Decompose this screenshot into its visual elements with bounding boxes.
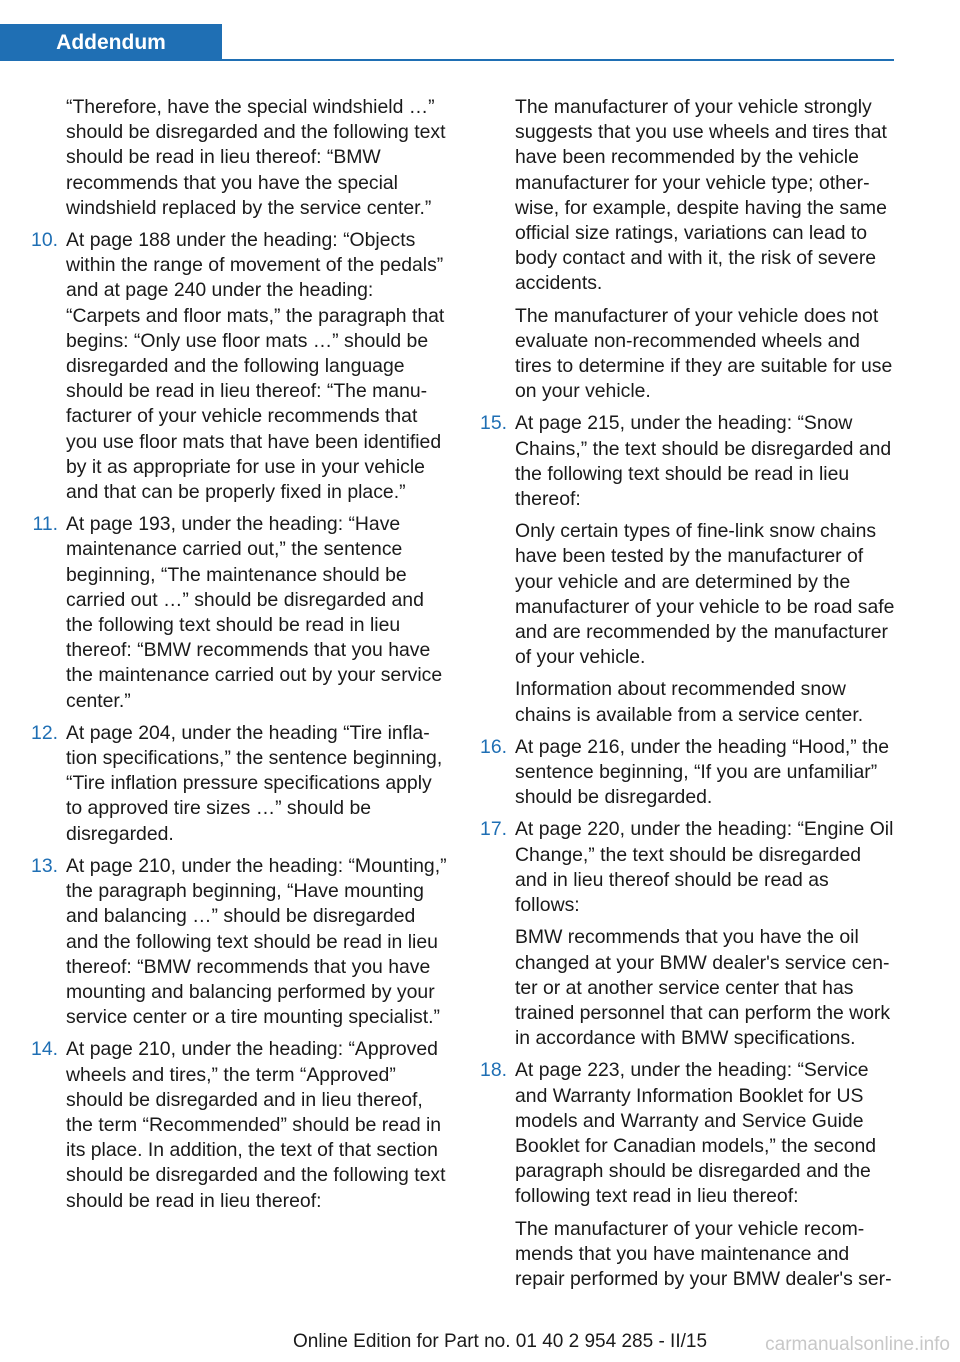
list-item-18 (467, 1058, 897, 1209)
item-text: At page 204, under the heading “Tire inflation specifications,” the sentence beginning, “Tire inflation pressure specifications apply to approved tire sizes …” should be disregarded. (66, 721, 443, 845)
item-number: 18. (480, 1059, 507, 1082)
item-number: 17. (480, 818, 507, 841)
item-text: At page 223, under the heading: “Service and Warranty Information Booklet for US models and Warranty and Service Guide Booklet for Canadian models,” the second paragraph should be disregarded and the following text read in lieu thereof: (515, 1059, 877, 1208)
footer-edition-text: Online Edition for Part no. 01 40 2 954 285 - II/15 (292, 1331, 708, 1352)
item-text: At page 193, under the heading: “Have maintenance carried out,” the sentence beginning, “The maintenance should be carried out …” should be disregarded and the following text should be read in lieu thereof: “BMW recommends that you have the maintenance carried out by your service center.” (66, 513, 443, 712)
list-item-11 (18, 512, 448, 714)
item-text: At page 210, under the heading: “Mounting,” the paragraph beginning, “Have mounting and balancing …” should be disregarded and the following text should be read in lieu thereof: “BMW recommends that you have mounting and balancing performed by your service center or a tire mounting specialist.” (66, 854, 447, 1029)
list-item-14 (18, 1037, 448, 1213)
watermark: carmanualsonline.info (765, 1334, 950, 1355)
sub-paragraph: Information about recommended snow chains is available from a service center. (515, 678, 864, 726)
item-number: 15. (480, 412, 507, 435)
item-number: 14. (31, 1038, 58, 1061)
list-item-17 (467, 817, 897, 918)
item-number: 16. (480, 735, 507, 758)
item-text: At page 210, under the heading: “Approved wheels and tires,” the term “Approved” should be disregarded and in lieu thereof, the term “Recommended” should be read in its place. In addition, the text of that section should be disregarded and the following text should be read in lieu thereof: (66, 1038, 446, 1212)
left-column (18, 95, 448, 1221)
item-text: At page 216, under the heading “Hood,” the sentence beginning, “If you are unfamiliar” should be disregarded. (515, 735, 890, 809)
item-number: 11. (32, 513, 58, 536)
continuation-paragraph: The manufacturer of your vehicle does not evaluate non-recommended wheels and tires to determine if they are suitable for use on your vehicle. (515, 304, 893, 403)
list-item-10 (18, 228, 448, 505)
item-text: At page 220, under the heading: “Engine Oil Change,” the text should be disregarded and in lieu thereof should be read as follows: (515, 818, 894, 917)
right-column (467, 95, 897, 1299)
sub-paragraph: BMW recommends that you have the oil changed at your BMW dealer's service center or at another service center that has trained personnel that can perform the work in accordance with BMW specifications. (515, 926, 891, 1050)
intro-paragraph: “Therefore, have the special windshield …” should be disregarded and the following text should be read in lieu thereof: “BMW recommends that you have the special windshield replaced by the service center.” (66, 96, 446, 219)
section-header-tab (0, 24, 222, 61)
item-number: 10. (31, 229, 58, 252)
section-title: Addendum (56, 30, 166, 54)
item-text: At page 188 under the heading: “Objects within the range of movement of the pedals” and at page 240 under the heading: “Carpets and floor mats,” the paragraph that begins: “Only use floor mats …” should be disregarded and the following language should be read in lieu thereof: “The manufacturer of your vehicle recommends that you use floor mats that have been identified by it as appropriate for use in your vehicle and that can be properly fixed in place.” (66, 229, 445, 504)
sub-paragraph: Only certain types of fine-link snow chains have been tested by the manufacturer of your vehicle and are determined by the manufacturer of your vehicle to be road safe and are recommended by the manufacturer of your vehicle. (515, 520, 895, 669)
item-number: 13. (31, 854, 58, 877)
continuation-paragraph: The manufacturer of your vehicle strongly suggests that you use wheels and tires that have been recommended by the vehicle manufacturer for your vehicle type; otherwise, for example, despite having the same official size ratings, variations can lead to body contact and with it, the risk of severe accidents. (515, 96, 887, 295)
item-text: At page 215, under the heading: “Snow Chains,” the text should be disregarded and the following text should be read in lieu thereof: (515, 412, 892, 511)
item-number: 12. (31, 721, 58, 744)
sub-paragraph: The manufacturer of your vehicle recommends that you have maintenance and repair performed by your BMW dealer's ser- (515, 1217, 892, 1290)
list-item-13 (18, 854, 448, 1030)
header-rule (222, 59, 894, 61)
list-item-15 (467, 411, 897, 512)
list-item-12 (18, 721, 448, 847)
list-item-16 (467, 735, 897, 811)
